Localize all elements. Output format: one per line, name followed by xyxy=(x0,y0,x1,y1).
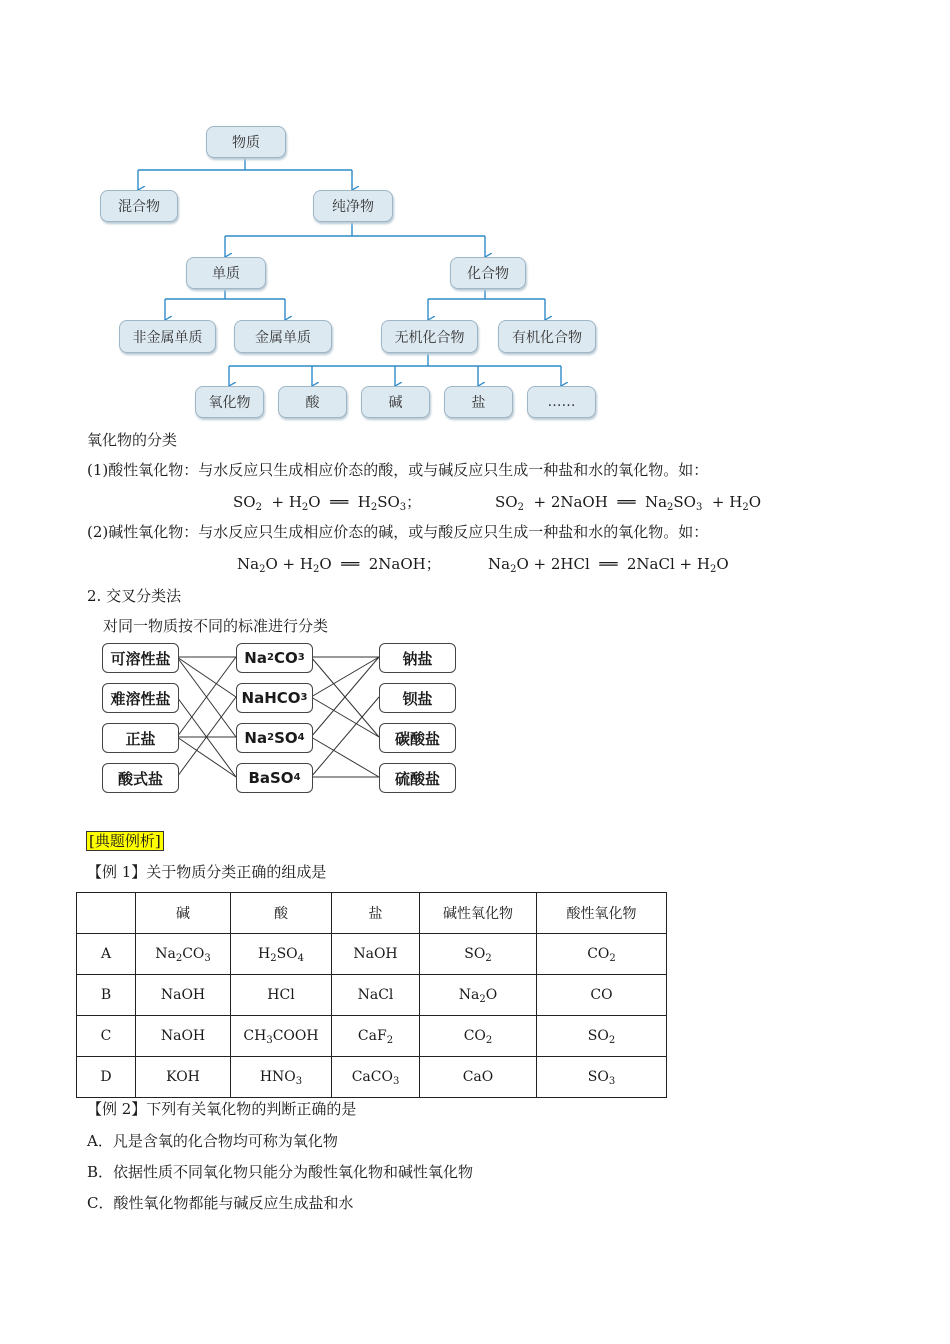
cross-right-barium-salt: 钡盐 xyxy=(379,683,456,713)
basic-oxide-definition: (2)碱性氧化物：与水反应只生成相应价态的碱，或与酸反应只生成一种盐和水的氧化物。如： xyxy=(87,523,709,541)
tree-node-acid: 酸 xyxy=(278,386,347,418)
table-row: D KOH $HNO_3$ CaCO$_3$ CaO $SO_3$ xyxy=(77,1057,667,1098)
example-1-table xyxy=(76,892,667,1098)
equation-so2-naoh: $SO_2$ + 2NaOH ══ $Na_2SO_3 + H_2O$ xyxy=(495,493,762,513)
cross-mid-na2co3: Na 2 CO 3 xyxy=(236,643,313,673)
cross-classification-intro: 对同一物质按不同的标准进行分类 xyxy=(103,617,329,635)
equation-na2o-water: $Na_2O + H_2O$ ══ 2NaOH； xyxy=(237,555,441,575)
example-2-option-b: B．依据性质不同氧化物只能分为酸性氧化物和碱性氧化物 xyxy=(87,1163,474,1181)
tree-node-compound: 化合物 xyxy=(450,257,526,289)
tree-node-substance: 物质 xyxy=(206,126,286,158)
cross-mid-na2so4: Na 2 SO 4 xyxy=(236,723,313,753)
table-header-row xyxy=(77,893,667,934)
tree-node-etc: …… xyxy=(527,386,596,418)
table-header-cell: 碱 xyxy=(136,893,231,934)
table-row: B NaOH HCl NaCl $Na_2O$ CO xyxy=(77,975,667,1016)
cross-left-soluble-salt: 可溶性盐 xyxy=(102,643,179,673)
tree-node-organic-compound: 有机化合物 xyxy=(498,320,596,353)
example-2-question: 【例 2】下列有关氧化物的判断正确的是 xyxy=(87,1100,357,1118)
oxide-heading: 氧化物的分类 xyxy=(87,431,178,449)
table-header-cell: 盐 xyxy=(332,893,420,934)
tree-node-pure-substance: 纯净物 xyxy=(313,190,393,222)
table-row: A $Na_2CO_3$ $H_2SO_4$ NaOH $SO_2$ $CO_2$ xyxy=(77,934,667,975)
tree-node-element: 单质 xyxy=(186,257,266,289)
cross-left-acid-salt: 酸式盐 xyxy=(102,763,179,793)
tree-node-mixture: 混合物 xyxy=(100,190,178,222)
cross-mid-baso4: BaSO 4 xyxy=(236,763,313,793)
acidic-oxide-definition: (1)酸性氧化物：与水反应只生成相应价态的酸，或与碱反应只生成一种盐和水的氧化物。如： xyxy=(87,461,709,479)
tree-node-inorganic-compound: 无机化合物 xyxy=(381,320,478,353)
example-2-option-a: A．凡是含氧的化合物均可称为氧化物 xyxy=(87,1132,338,1150)
tree-node-salt: 盐 xyxy=(444,386,513,418)
table-header-cell xyxy=(77,893,136,934)
tree-node-metal-element: 金属单质 xyxy=(234,320,332,353)
cross-mid-nahco3: NaHCO 3 xyxy=(236,683,313,713)
tree-node-base: 碱 xyxy=(361,386,430,418)
cross-classification-heading: 2. 交叉分类法 xyxy=(87,587,182,605)
cross-left-normal-salt: 正盐 xyxy=(102,723,179,753)
table-row: C NaOH $CH_3COOH$ CaF$_2$ $CO_2$ $SO_2$ xyxy=(77,1016,667,1057)
tree-node-nonmetal-element: 非金属单质 xyxy=(119,320,216,353)
tree-node-oxide: 氧化物 xyxy=(195,386,264,418)
table-header-cell: 酸 xyxy=(231,893,332,934)
cross-right-sulfate: 硫酸盐 xyxy=(379,763,456,793)
cross-right-carbonate: 碳酸盐 xyxy=(379,723,456,753)
example-1-question: 【例 1】关于物质分类正确的组成是 xyxy=(87,863,327,881)
cross-left-insoluble-salt: 难溶性盐 xyxy=(102,683,179,713)
table-header-cell: 碱性氧化物 xyxy=(420,893,537,934)
table-header-cell: 酸性氧化物 xyxy=(537,893,667,934)
cross-right-sodium-salt: 钠盐 xyxy=(379,643,456,673)
example-2-option-c: C．酸性氧化物都能与碱反应生成盐和水 xyxy=(87,1194,354,1212)
equation-na2o-hcl: $Na_2O + 2HCl$ ══ 2NaCl + $H_2O$ xyxy=(488,555,729,575)
examples-tag: [典题例析] xyxy=(86,831,164,851)
equation-so2-water: $SO_2 + H_2O$ ══ $H_2SO_3$； xyxy=(233,493,422,513)
